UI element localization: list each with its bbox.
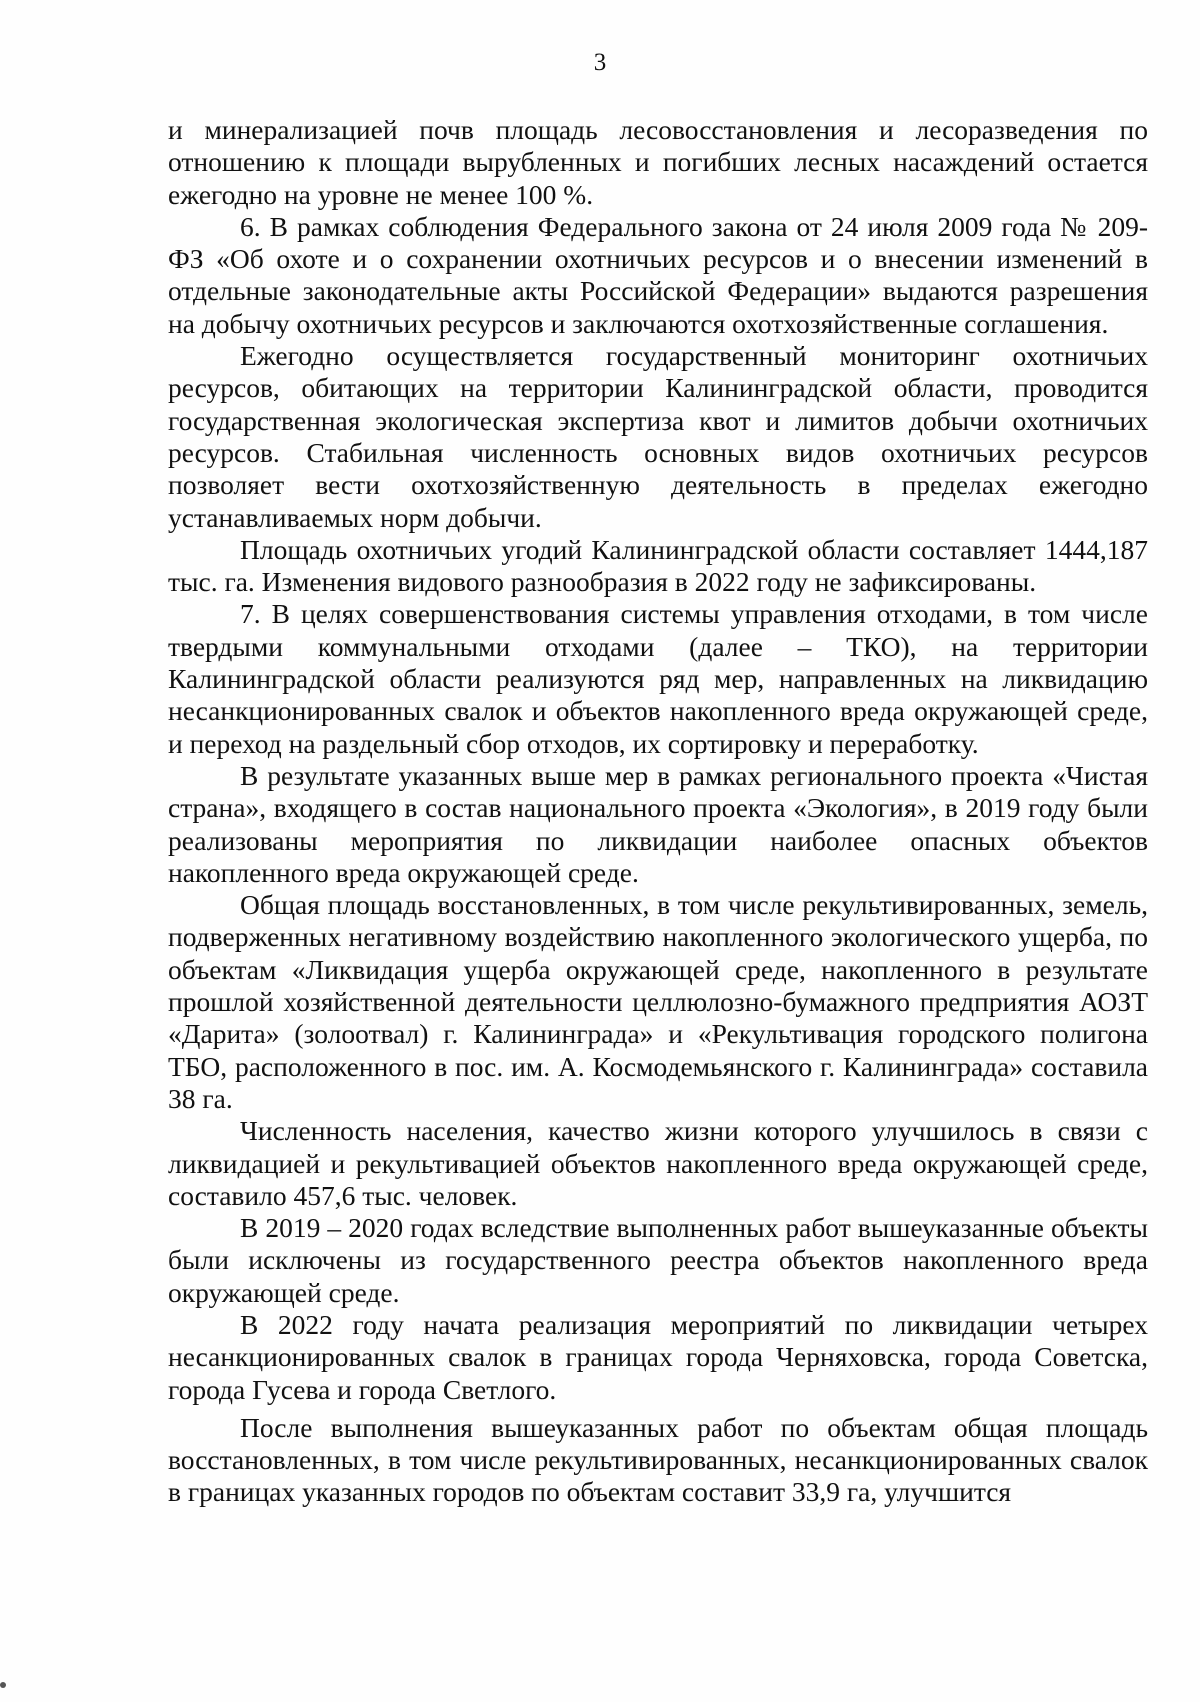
paragraph-after-works: После выполнения вышеуказанных работ по объектам общая площадь восстановленных, в том числе рекультивированных, несанкционированных свалок в границах указанных городов по объектам составит 33,9 га, улучшится (168, 1411, 1148, 1508)
paragraph-hunting-monitoring: Ежегодно осуществляется государственный мониторинг охотничьих ресурсов, обитающих на территории Калининградской области, проводится государственная экологическая экспертиза квот и лимитов добычи охотничьих ресурсов. Стабильная численность основных видов охотничьих ресурсов позволяет вести охотхозяйственную деятельность в пределах ежегодно устанавливаемых норм добычи. (168, 340, 1148, 533)
paragraph-2022-dumps: В 2022 году начата реализация мероприятий по ликвидации четырех несанкционированных свалок в границах города Черняховска, города Советска, города Гусева и города Светлого. (168, 1308, 1148, 1405)
paragraph-hunting-area: Площадь охотничьих угодий Калининградской области составляет 1444,187 тыс. га. Изменения видового разнообразия в 2022 году не зафиксированы. (168, 533, 1148, 598)
scan-dot (0, 1682, 6, 1688)
paragraph-waste-management: 7. В целях совершенствования системы управления отходами, в том числе твердыми коммунальными отходами (далее – ТКО), на территории Калининградской области реализуются ряд мер, направленных на ликвидацию несанкционированных свалок и объектов накопленного вреда окружающей среде, и переход на раздельный сбор отходов, их сортировку и переработку. (168, 598, 1148, 759)
paragraph-clean-country-project: В результате указанных выше мер в рамках регионального проекта «Чистая страна», входящего в состав национального проекта «Экология», в 2019 году были реализованы мероприятия по ликвидации наиболее опасных объектов накопленного вреда окружающей среде. (168, 759, 1148, 888)
paragraph-hunting-law: 6. В рамках соблюдения Федерального закона от 24 июля 2009 года № 209-ФЗ «Об охоте и о сохранении охотничьих ресурсов и о внесении изменений в отдельные законодательные акты Российской Федерации» выдаются разрешения на добычу охотничьих ресурсов и заключаются охотхозяйственные соглашения. (168, 210, 1148, 339)
document-body (168, 114, 1148, 1509)
paragraph-restored-area: Общая площадь восстановленных, в том числе рекультивированных, земель, подверженных негативному воздействию накопленного экологического ущерба, по объектам «Ликвидация ущерба окружающей среде, накопленного в результате прошлой хозяйственной деятельности целлюлозно-бумажного предприятия АОЗТ «Дарита» (золоотвал) г. Калининграда» и «Рекультивация городского полигона ТБО, расположенного в пос. им. А. Космодемьянского г. Калининграда» составила 38 га. (168, 889, 1148, 1114)
paragraph-population: Численность населения, качество жизни которого улучшилось в связи с ликвидацией и рекультивацией объектов накопленного вреда окружающей среде, составило 457,6 тыс. человек. (168, 1115, 1148, 1211)
paragraph-continuation: и минерализацией почв площадь лесовосстановления и лесоразведения по отношению к площади вырубленных и погибших лесных насаждений остается ежегодно на уровне не менее 100 %. (168, 114, 1148, 210)
page-number: 3 (593, 49, 607, 76)
paragraph-registry-exclusion: В 2019 – 2020 годах вследствие выполненных работ вышеуказанные объекты были исключены из государственного реестра объектов накопленного вреда окружающей среде. (168, 1212, 1148, 1308)
